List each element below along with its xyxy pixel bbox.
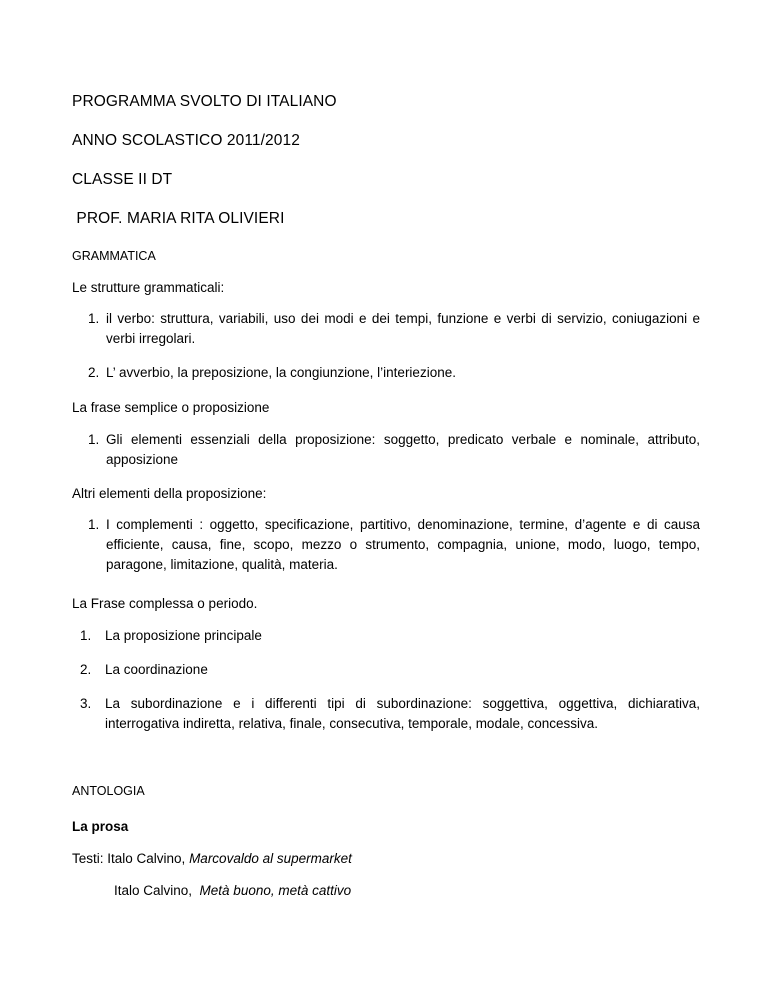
testo-prefix: Italo Calvino, (114, 883, 200, 898)
strutture-title: Le strutture grammaticali: (72, 280, 225, 295)
list-number: 1. (88, 311, 100, 326)
frase-complessa-title: La Frase complessa o periodo. (72, 596, 258, 611)
list-number: 1. (88, 517, 100, 532)
antologia-section-title: ANTOLOGIA (72, 784, 145, 798)
grammatica-section-title: GRAMMATICA (72, 249, 156, 263)
frase-semplice-title: La frase semplice o proposizione (72, 400, 270, 415)
testo-line (72, 851, 352, 866)
list-number: 2. (80, 662, 92, 677)
list-item-text: Gli elementi essenziali della proposizione: soggetto, predicato verbale e nominale, attributo, apposizione (106, 432, 700, 467)
class-label: CLASSE II DT (72, 171, 173, 188)
prosa-title: La prosa (72, 819, 129, 834)
school-year: ANNO SCOLASTICO 2011/2012 (72, 132, 300, 149)
list-item-text: L’ avverbio, la preposizione, la congiunzione, l’interiezione. (106, 365, 456, 380)
list-item (88, 309, 700, 349)
list-item (88, 363, 700, 383)
list-item-text: La coordinazione (105, 662, 208, 677)
testo-work: Marcovaldo al supermarket (189, 851, 352, 866)
list-item-text: La proposizione principale (105, 628, 262, 643)
list-item (80, 694, 700, 734)
list-item-text: I complementi : oggetto, specificazione, partitivo, denominazione, termine, d’agente e di causa efficiente, causa, fine, scopo, mezzo o strumento, compagnia, unione, modo, luogo, tempo, paragone, limitazione, qualità, materia. (106, 517, 700, 572)
list-number: 1. (80, 628, 92, 643)
testo-work: Metà buono, metà cattivo (199, 883, 352, 898)
teacher-name: PROF. MARIA RITA OLIVIERI (72, 210, 285, 227)
list-item (88, 515, 700, 575)
list-item (80, 660, 700, 680)
list-number: 1. (88, 432, 100, 447)
list-number: 3. (80, 696, 92, 711)
list-item-text: il verbo: struttura, variabili, uso dei modi e dei tempi, funzione e verbi di servizio, coniugazioni e verbi irregolari. (106, 311, 700, 346)
list-item (88, 430, 700, 470)
testo-prefix: Testi: Italo Calvino, (72, 851, 190, 866)
list-item (80, 626, 700, 646)
testo-line (114, 883, 351, 898)
altri-elementi-title: Altri elementi della proposizione: (72, 486, 267, 501)
document-title: PROGRAMMA SVOLTO DI ITALIANO (72, 93, 337, 110)
list-item-text: La subordinazione e i differenti tipi di subordinazione: soggettiva, oggettiva, dichiarativa, interrogativa indiretta, relativa, finale, consecutiva, temporale, modale, concessiva. (105, 696, 700, 731)
list-number: 2. (88, 365, 100, 380)
